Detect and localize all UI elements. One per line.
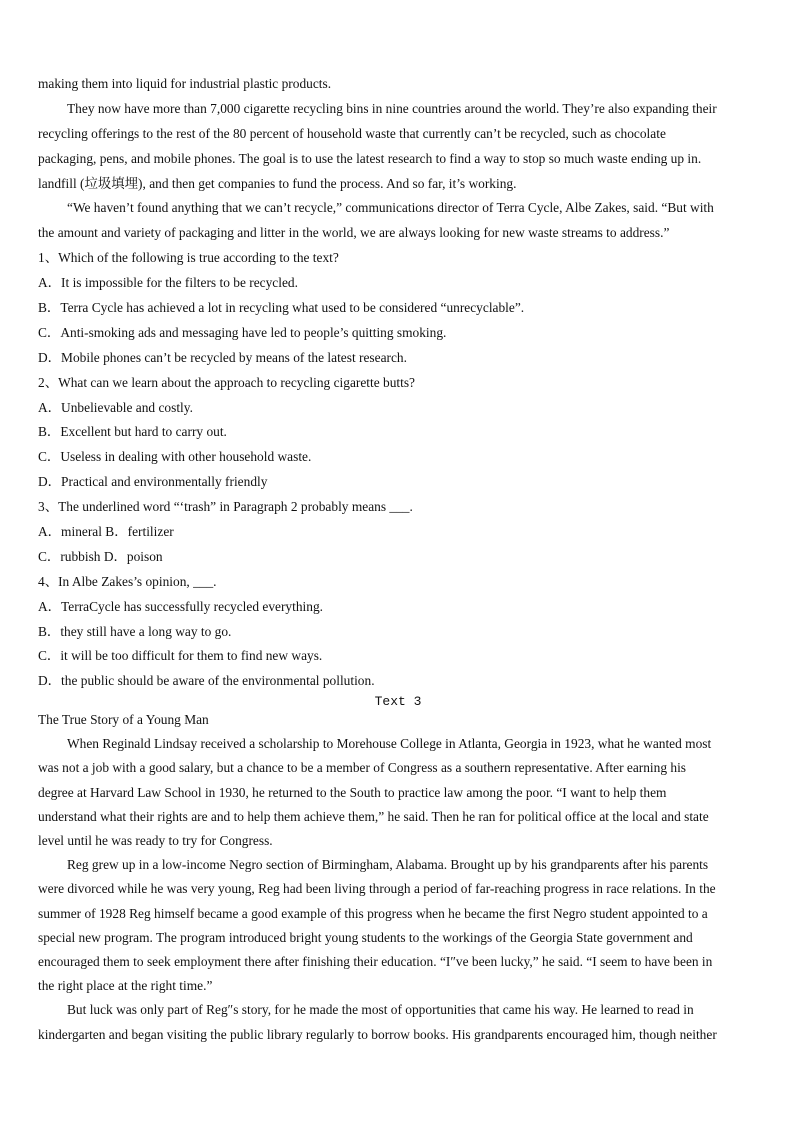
- question-line: C．Anti-smoking ads and messaging have led to people’s quitting smoking.: [38, 324, 447, 340]
- text-line: the amount and variety of packaging and litter in the world, we are always looking for new waste streams to address.”: [38, 225, 670, 241]
- questions-section: [38, 248, 758, 696]
- section-heading: Text 3: [374, 694, 422, 710]
- question-line: 1、Which of the following is true according to the text?: [38, 250, 339, 266]
- question-line: C．Useless in dealing with other household waste.: [38, 449, 312, 465]
- text-line: “We haven’t found anything that we can’t recycle,” communications director of Terra Cycle, Albe Zakes, said. “But with: [67, 200, 714, 216]
- question-line: A．Unbelievable and costly.: [38, 399, 193, 415]
- text-line: level until he was ready to try for Congress.: [38, 833, 273, 849]
- document-page: [38, 74, 758, 1049]
- text-line: was not a job with a good salary, but a chance to be a member of Congress as a southern representative. After earning his: [38, 760, 686, 776]
- text-line: summer of 1928 Reg himself became a good example of this progress when he became the first Negro student appointed to a: [38, 905, 708, 921]
- question-line: A．mineral B．fertilizer: [38, 524, 174, 540]
- text-line: packaging, pens, and mobile phones. The goal is to use the latest research to find a way to stop so much waste ending up in.: [38, 150, 702, 166]
- text-line: making them into liquid for industrial plastic products.: [38, 76, 332, 91]
- question-line: A．It is impossible for the filters to be recycled.: [38, 275, 298, 291]
- text-line: But luck was only part of Reg″s story, for he made the most of opportunities that came his way. He learned to read in: [67, 1002, 694, 1018]
- text-line: landfill (垃圾填埋), and then get companies to fund the process. And so far, it’s working.: [38, 175, 517, 191]
- question-line: C．it will be too difficult for them to find new ways.: [38, 648, 323, 664]
- question-line: 4、In Albe Zakes’s opinion, ___.: [38, 573, 217, 589]
- question-line: 2、What can we learn about the approach to recycling cigarette butts?: [38, 374, 416, 390]
- text-line: Reg grew up in a low-income Negro section of Birmingham, Alabama. Brought up by his grandparents after his parents: [67, 857, 709, 873]
- question-line: D．Practical and environmentally friendly: [38, 474, 268, 490]
- question-line: 3、The underlined word “‘trash” in Paragraph 2 probably means ___.: [38, 499, 413, 515]
- text-line: special new program. The program introduced bright young students to the workings of the Georgia State government and: [38, 929, 693, 945]
- text-line: the right place at the right time.”: [38, 978, 213, 994]
- question-line: B．they still have a long way to go.: [38, 623, 232, 639]
- question-line: C．rubbish D．poison: [38, 548, 163, 564]
- text-line: understand what their rights are and to help them achieve them,” he said. Then he ran for political office at the local and state: [38, 808, 709, 824]
- question-line: D．the public should be aware of the environmental pollution.: [38, 673, 375, 689]
- question-line: A．TerraCycle has successfully recycled everything.: [38, 598, 323, 614]
- passage-title: The True Story of a Young Man: [38, 712, 209, 728]
- text-line: They now have more than 7,000 cigarette recycling bins in nine countries around the world. They’re also expanding their: [67, 100, 717, 116]
- text-line: recycling offerings to the rest of the 80 percent of household waste that currently can’t be recycled, such as chocolate: [38, 125, 666, 141]
- question-line: B．Terra Cycle has achieved a lot in recycling what used to be considered “unrecyclable”.: [38, 300, 525, 316]
- text-line: When Reginald Lindsay received a scholarship to Morehouse College in Atlanta, Georgia in 1923, what he wanted most: [67, 736, 712, 752]
- question-line: B．Excellent but hard to carry out.: [38, 424, 227, 440]
- text-line: encouraged them to seek employment there after finishing their education. “I″ve been lucky,” he said. “I seem to have been in: [38, 953, 713, 969]
- text-line: were divorced while he was very young, Reg had been living through a period of far-reaching progress in race relations. In the: [38, 881, 716, 897]
- question-line: D．Mobile phones can’t be recycled by means of the latest research.: [38, 349, 407, 365]
- text-line: degree at Harvard Law School in 1930, he returned to the South to practice law among the poor. “I want to help them: [38, 784, 667, 800]
- passage-continued: [38, 74, 758, 248]
- text-line: kindergarten and began visiting the public library regularly to borrow books. His grandparents encouraged him, though neither: [38, 1026, 717, 1042]
- text3-passage: [38, 734, 758, 1048]
